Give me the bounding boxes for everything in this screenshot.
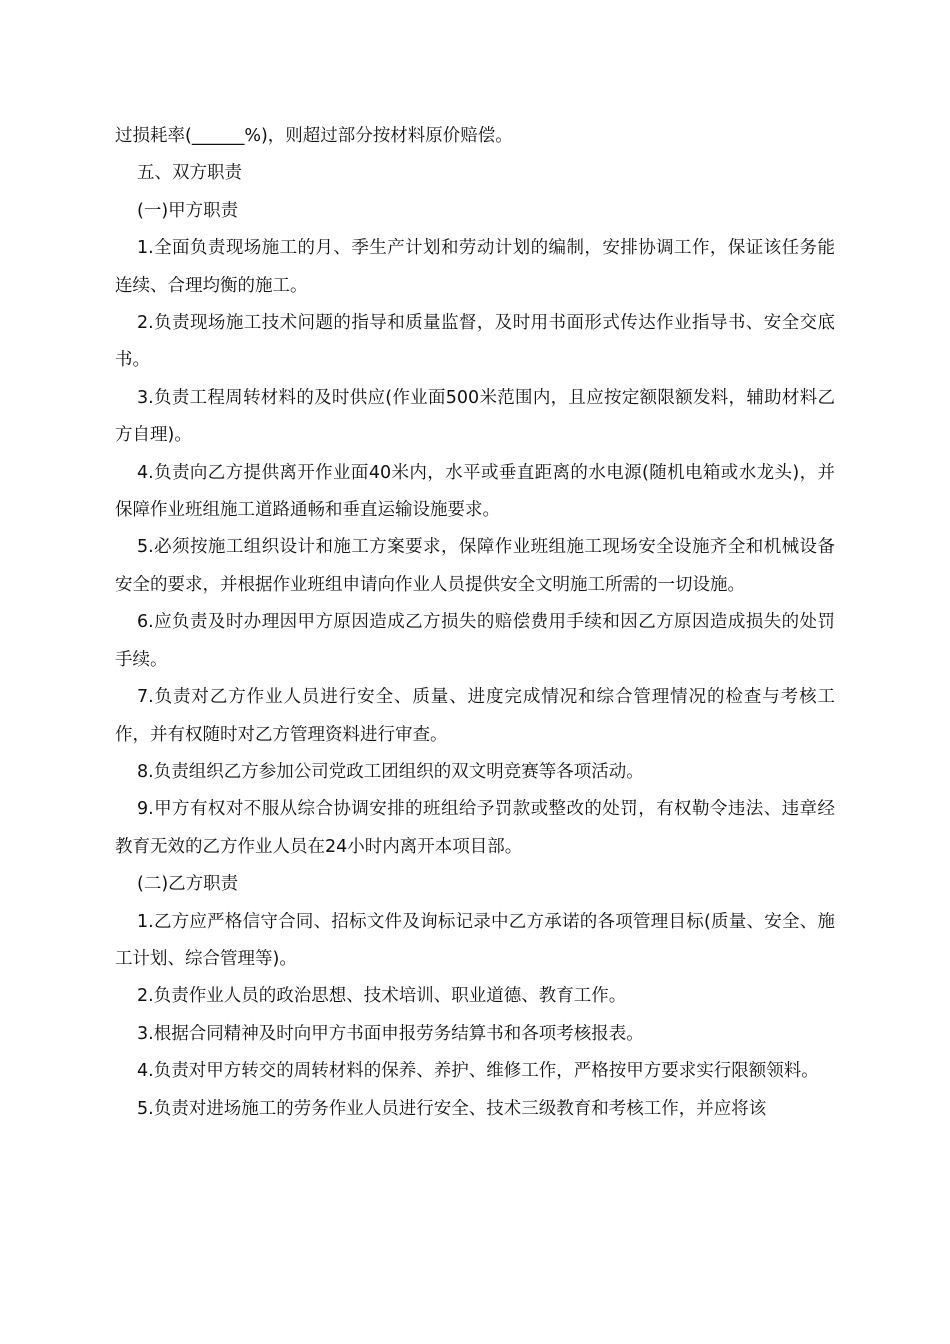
subsection-heading-party-a: (一)甲方职责 xyxy=(137,200,239,221)
party-a-duty-3: 3.负责工程周转材料的及时供应(作业面500米范围内，且应按定额限额发料，辅助材料乙方自理)。 xyxy=(115,387,835,446)
party-b-duty-3: 3.根据合同精神及时向甲方书面申报劳务结算书和各项考核报表。 xyxy=(137,1023,644,1044)
section-heading-duties: 五、双方职责 xyxy=(137,163,242,184)
document-body xyxy=(115,118,835,1128)
subsection-heading-party-b: (二)乙方职责 xyxy=(137,874,239,895)
party-a-duty-2: 2.负责现场施工技术问题的指导和质量监督，及时用书面形式传达作业指导书、安全交底书。 xyxy=(115,313,835,371)
party-a-duty-1: 1.全面负责现场施工的月、季生产计划和劳动计划的编制，安排协调工作，保证该任务能连续、合理均衡的施工。 xyxy=(115,238,835,296)
party-a-duty-8: 8.负责组织乙方参加公司党政工团组织的双文明竞赛等各项活动。 xyxy=(137,761,644,782)
party-b-duty-1: 1.乙方应严格信守合同、招标文件及询标记录中乙方承诺的各项管理目标(质量、安全、施工计划、综合管理等)。 xyxy=(115,911,835,969)
party-a-duty-5: 5.必须按施工组织设计和施工方案要求，保障作业班组施工现场安全设施齐全和机械设备安全的要求，并根据作业班组申请向作业人员提供安全文明施工所需的一切设施。 xyxy=(115,537,835,595)
paragraph-damage-rate: 过损耗率(______%)，则超过部分按材料原价赔偿。 xyxy=(115,126,513,146)
party-b-duty-2: 2.负责作业人员的政治思想、技术培训、职业道德、教育工作。 xyxy=(137,986,627,1007)
party-a-duty-9: 9.甲方有权对不服从综合协调安排的班组给予罚款或整改的处罚，有权勒令违法、违章经教育无效的乙方作业人员在24小时内离开本项目部。 xyxy=(115,799,835,857)
party-a-duty-7: 7.负责对乙方作业人员进行安全、质量、进度完成情况和综合管理情况的检查与考核工作，并有权随时对乙方管理资料进行审查。 xyxy=(115,687,835,745)
party-a-duty-6: 6.应负责及时办理因甲方原因造成乙方损失的赔偿费用手续和因乙方原因造成损失的处罚手续。 xyxy=(115,612,835,670)
party-a-duty-4: 4.负责向乙方提供离开作业面40米内，水平或垂直距离的水电源(随机电箱或水龙头)，并保障作业班组施工道路通畅和垂直运输设施要求。 xyxy=(115,462,835,521)
party-b-duty-4: 4.负责对甲方转交的周转材料的保养、养护、维修工作，严格按甲方要求实行限额领料。 xyxy=(137,1061,819,1082)
party-b-duty-5: 5.负责对进场施工的劳务作业人员进行安全、技术三级教育和考核工作，并应将该 xyxy=(137,1098,767,1119)
